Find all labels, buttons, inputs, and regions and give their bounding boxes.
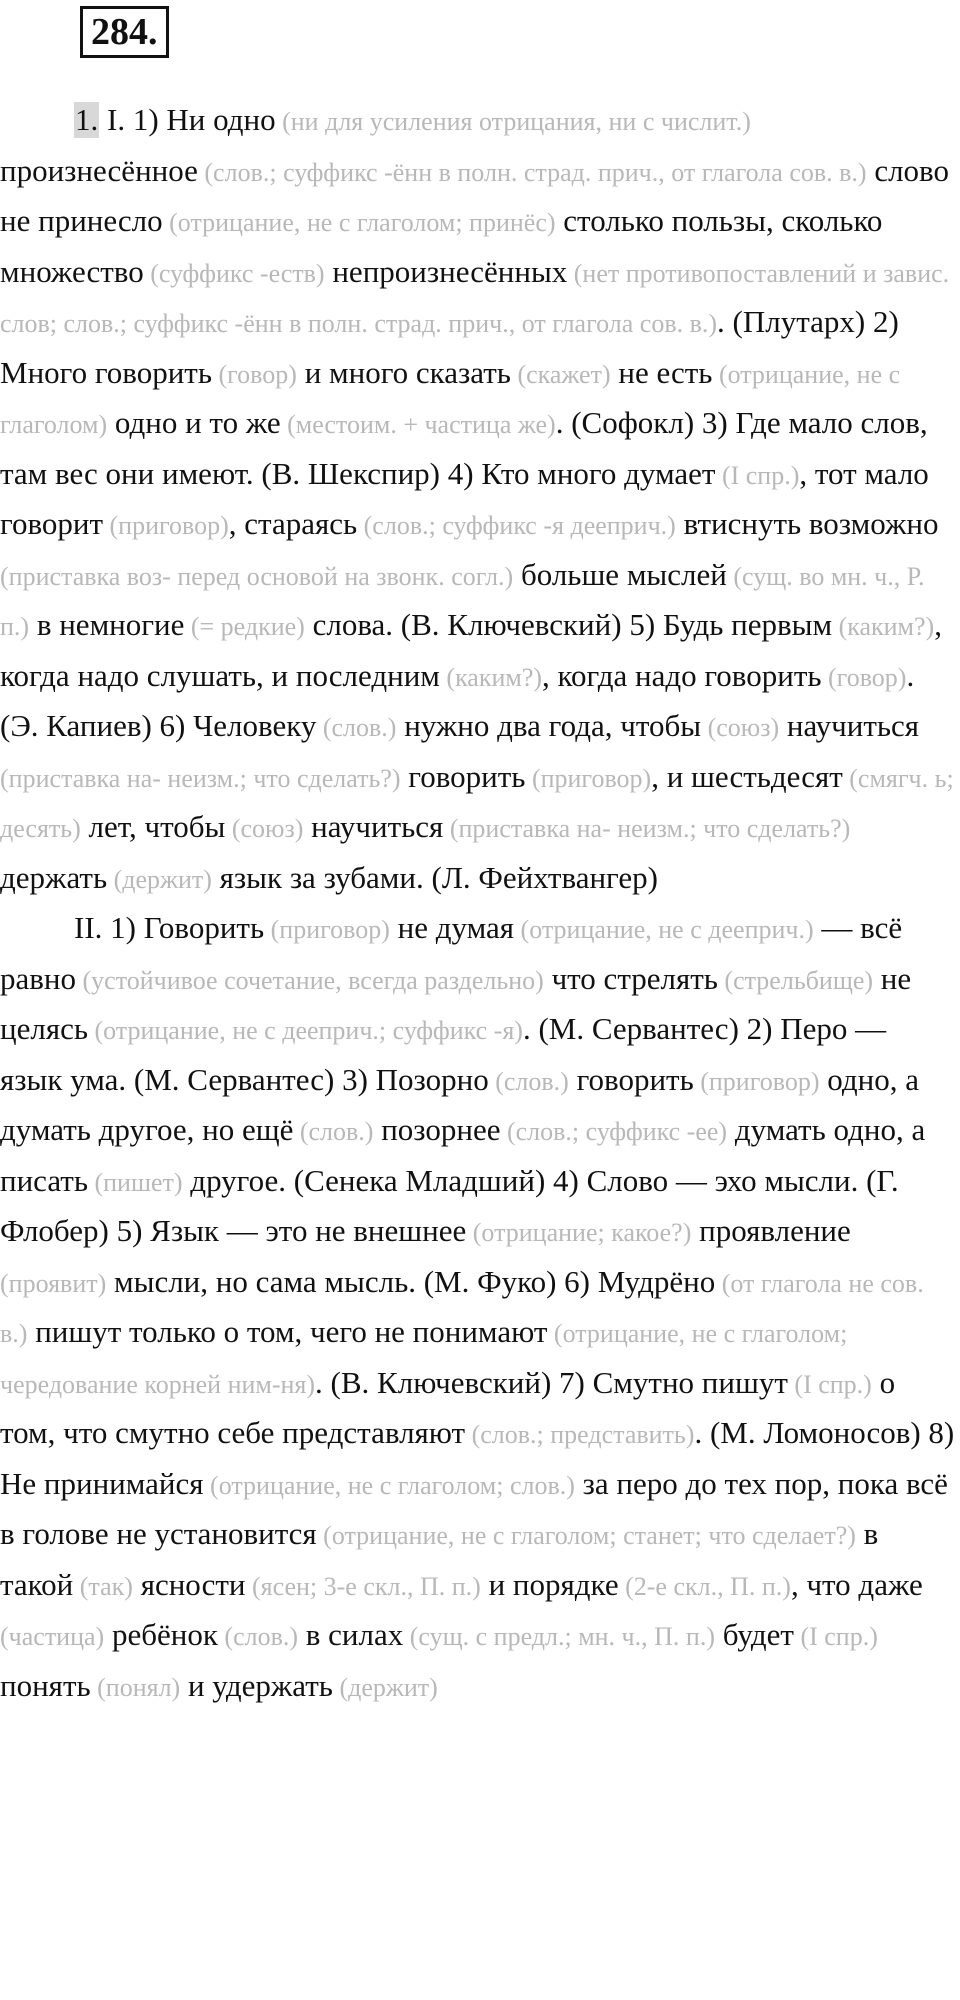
text-run: , когда надо слушать, и последним (0, 607, 942, 693)
text-run: . (М. Ломоносов) 8) Не принимайся (0, 1415, 955, 1501)
text-run: говорить (568, 1061, 694, 1097)
grammar-note: (сущ. с предл.; мн. ч., П. п.) (403, 1622, 715, 1651)
text-run: — всё равно (0, 910, 903, 996)
grammar-note: (понял) (90, 1672, 181, 1702)
grammar-note: (каким?) (832, 612, 935, 641)
text-run: не целясь (0, 960, 912, 1046)
grammar-note: (приставка воз- перед основой на звонк. согл.) (0, 561, 514, 591)
grammar-note: (держит) (107, 864, 212, 894)
grammar-note: (слов.) (217, 1622, 299, 1651)
text-run: . (В. Ключевский) 7) Смутно пишут (315, 1364, 788, 1400)
text-run: одно, а думать другое, но ещё (0, 1061, 919, 1147)
grammar-note: (суффикс -еств) (143, 258, 325, 288)
text-run: что стрелять (543, 960, 718, 996)
text-run: Ни одно (166, 102, 276, 137)
text-run: ясности (132, 1566, 246, 1602)
grammar-note: (слов.; суффикс -я дееприч.) (357, 511, 676, 540)
text-run: слово не принесло (0, 152, 949, 238)
text-run: произнесённое (0, 152, 198, 188)
grammar-note: (смягч. ь; десять) (0, 763, 954, 843)
grammar-note: (приговор) (264, 915, 390, 944)
text-run: пишут только о том, чего не понимают (27, 1314, 548, 1349)
grammar-note: (проявит) (0, 1268, 107, 1298)
text-run: и удержать (180, 1667, 333, 1703)
grammar-note: (отрицание, не с глаголом; чередование корней ним-ня) (0, 1319, 848, 1399)
text-run: не есть (610, 354, 713, 390)
text-run: ребёнок (104, 1617, 218, 1652)
text-run: о том, что смутно себе представляют (0, 1364, 896, 1450)
grammar-note: (союз) (225, 814, 304, 843)
text-run: думать одно, а писать (0, 1112, 926, 1198)
text-run: II. 1) Говорить (74, 910, 265, 945)
grammar-note: (I спр.) (715, 460, 800, 490)
grammar-note: (частица) (0, 1622, 105, 1651)
grammar-note: (устойчивое сочетание, всегда раздельно) (76, 965, 544, 995)
text-run: непроизнесённых (324, 253, 568, 289)
grammar-note: (приговор) (525, 763, 652, 793)
grammar-note: (слов.; суффикс -ее) (500, 1117, 728, 1146)
grammar-note: (приговор) (693, 1066, 820, 1096)
grammar-note: (2-е скл., П. п.) (618, 1571, 791, 1601)
grammar-note: (отрицание, не с глаголом; слов.) (203, 1470, 575, 1500)
text-run: слова. (В. Ключевский) 5) Будь первым (304, 607, 833, 642)
text-run: , что даже (790, 1566, 923, 1602)
text-run: больше мыслей (513, 556, 727, 592)
grammar-note: (говор) (821, 662, 907, 692)
grammar-note: (ясен; 3-е скл., П. п.) (245, 1571, 481, 1601)
grammar-note: (слов.; суффикс -ённ в полн. страд. прич., от глагола сов. в.) (197, 157, 867, 187)
text-run: понять (0, 1667, 91, 1703)
grammar-note: (союз) (701, 713, 780, 742)
text-run: . (Э. Капиев) 6) Человеку (0, 657, 915, 743)
grammar-note: (нет противопоставлений и завис. слов; слов.; суффикс -ённ в полн. страд. прич., от глагола сов. в.) (0, 258, 950, 338)
text-run: . (Плутарх) 2) Много говорить (0, 304, 899, 390)
text-run: за перо до тех пор, пока всё в голове не установится (0, 1465, 948, 1551)
grammar-note: (приставка на- неизм.; что сделать?) (0, 763, 401, 793)
task-number: 284. (80, 6, 169, 58)
grammar-note: (отрицание, не с дееприч.) (514, 915, 814, 944)
grammar-note: (слов.) (293, 1117, 374, 1146)
item-number-box: 1. (75, 102, 99, 137)
grammar-note: (приставка на- неизм.; что сделать?) (443, 814, 851, 843)
grammar-note: (слов.) (488, 1066, 569, 1096)
grammar-note: (местоим. + частица же) (280, 410, 556, 439)
grammar-note: (слов.) (316, 713, 397, 742)
text-run: I. 1) (99, 102, 167, 137)
text-run: научиться (303, 809, 444, 844)
text-run: в немногие (29, 607, 185, 642)
text-run: не думая (389, 910, 515, 945)
text-run: научиться (779, 708, 920, 743)
exercise-text (0, 96, 956, 1712)
text-run: втиснуть возможно (675, 506, 939, 541)
grammar-note: (отрицание, не с глаголом; принёс) (162, 208, 556, 237)
text-run: в такой (0, 1516, 879, 1602)
text-run: в силах (298, 1617, 404, 1652)
grammar-note: (приговор) (103, 511, 229, 540)
grammar-note: (слов.; представить) (465, 1420, 695, 1449)
grammar-note: (так) (73, 1571, 133, 1601)
text-run: держать (0, 859, 108, 895)
text-run: лет, чтобы (80, 809, 226, 844)
text-run: позорнее (373, 1112, 501, 1147)
grammar-note: (отрицание, не с глаголом) (0, 359, 901, 439)
text-run: , и шестьдесят (651, 758, 843, 794)
text-run: мысли, но сама мысль. (М. Фуко) 6) Мудрёно (106, 1263, 716, 1299)
grammar-note: (сущ. во мн. ч., Р. п.) (0, 561, 925, 641)
grammar-note: (I спр.) (793, 1622, 878, 1651)
grammar-note: (I спр.) (787, 1369, 872, 1399)
part-one-paragraph (0, 96, 956, 904)
text-run: . (М. Сервантес) 2) Перо — язык ума. (М. Сервантес) 3) Позорно (0, 1011, 887, 1097)
grammar-note: (отрицание, не с дееприч.; суффикс -я) (87, 1016, 523, 1045)
text-run: говорить (400, 758, 526, 794)
grammar-note: (отрицание; какое?) (466, 1218, 692, 1247)
text-run: , когда надо говорить (542, 657, 822, 693)
grammar-note: (каким?) (439, 662, 543, 692)
grammar-note: (скажет) (510, 359, 611, 389)
text-run: . (Софокл) 3) Где мало слов, там вес они имеют. (В. Шекспир) 4) Кто много думает (0, 405, 928, 491)
text-run: одно и то же (107, 405, 281, 440)
grammar-note: (стрельбище) (717, 965, 874, 995)
grammar-note: (ни для усиления отрицания, ни с числит.) (275, 107, 751, 136)
text-run: и порядке (480, 1566, 619, 1602)
text-run: столько пользы, сколько множество (0, 203, 883, 289)
text-run: нужно два года, чтобы (396, 708, 702, 743)
grammar-note: (держит) (332, 1672, 438, 1702)
grammar-note: (говор) (212, 359, 297, 389)
grammar-note: (от глагола не сов. в.) (0, 1268, 924, 1348)
part-two-paragraph (0, 904, 956, 1712)
grammar-note: (= редкие) (184, 612, 305, 641)
text-run: язык за зубами. (Л. Фейхтвангер) (211, 859, 658, 895)
grammar-note: (отрицание, не с глаголом; станет; что сделает?) (316, 1521, 856, 1550)
text-run: , тот мало говорит (0, 455, 929, 541)
grammar-note: (пишет) (87, 1167, 183, 1197)
text-run: , стараясь (228, 506, 358, 541)
text-run: и много сказать (296, 354, 511, 390)
text-run: другое. (Сенека Младший) 4) Слово — эхо мысли. (Г. Флобер) 5) Язык — это не внешнее (0, 1162, 899, 1248)
text-run: будет (714, 1617, 794, 1652)
text-run: проявление (691, 1213, 851, 1248)
